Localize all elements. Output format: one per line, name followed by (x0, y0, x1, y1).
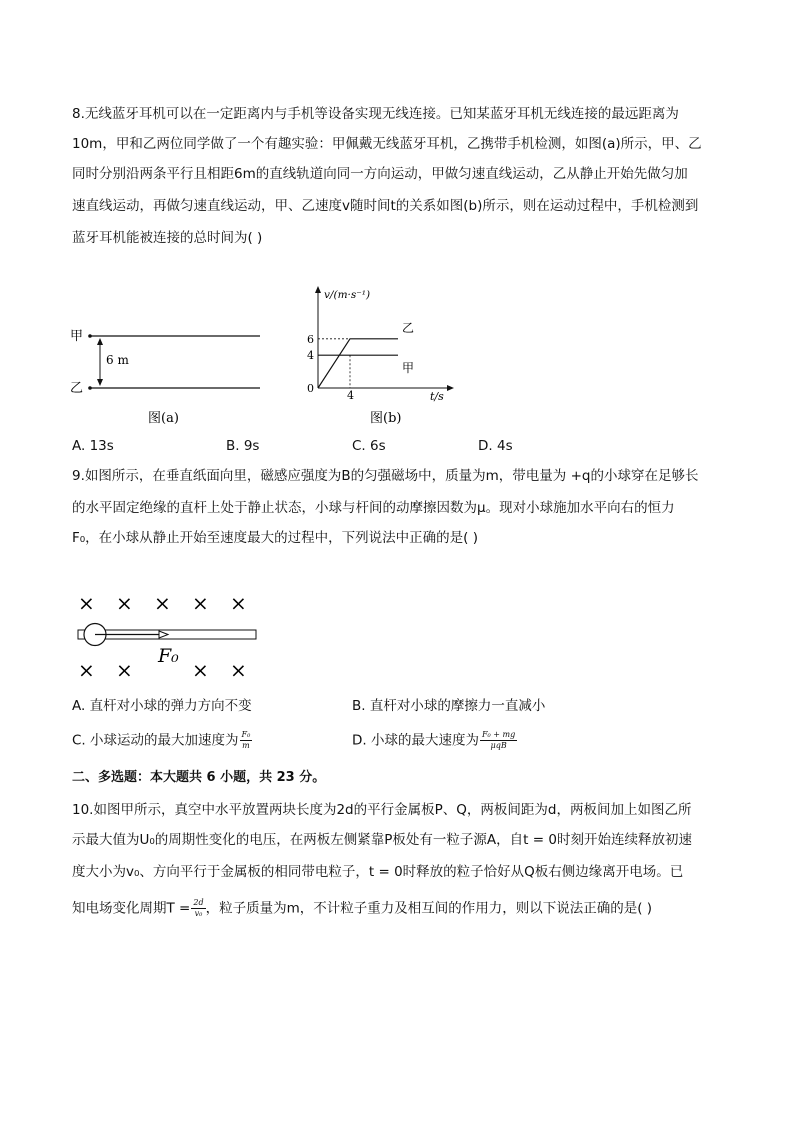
force-label: F₀ (158, 645, 179, 667)
fraction-denominator: μqB (490, 741, 507, 750)
q8-line-1: 8.无线蓝牙耳机可以在一定距离内与手机等设备实现无线连接。已知某蓝牙耳机无线连接的最远距离为 (72, 106, 679, 122)
fig-b-series-yi (318, 339, 398, 388)
q9-option-d-fraction (480, 730, 517, 751)
fraction-denominator: m (242, 741, 250, 750)
fig-b-label-yi: 乙 (402, 321, 415, 335)
field-symbol: × (116, 591, 133, 615)
q9-option-c[interactable] (72, 730, 252, 751)
fig-b-label-jia: 甲 (402, 361, 415, 375)
fraction-numerator: 2d (193, 898, 204, 907)
q10-line-2: 示最大值为U₀的周期性变化的电压，在两板左侧紧靠P板处有一粒子源A，自t = 0时刻开始连续释放初速 (72, 832, 692, 848)
fraction-numerator: F₀ + mg (481, 730, 516, 739)
q10-line-4-prefix: 知电场变化周期T = (72, 900, 191, 917)
q9-option-d-text: D. 小球的最大速度为 (352, 732, 479, 749)
q9-line-3: F₀，在小球从静止开始至速度最大的过程中，下列说法中正确的是( ) (72, 530, 479, 546)
fig-b-y-tick-4: 4 (307, 349, 314, 363)
figure-a-tracks (66, 300, 266, 430)
field-symbol: × (230, 591, 247, 615)
q9-option-a[interactable]: A. 直杆对小球的弹力方向不变 (72, 698, 252, 714)
period-fraction (191, 898, 205, 919)
fig-a-arrowhead-down (97, 379, 103, 386)
fig-b-x-tick-4: 4 (347, 389, 354, 402)
fig-a-caption: 图(a) (148, 411, 179, 426)
fig-b-y-tick-6: 6 (307, 332, 314, 346)
section-heading-multiple-choice: 二、多选题：本大题共 6 小题，共 23 分。 (72, 770, 326, 785)
fig-b-caption: 图(b) (370, 411, 402, 426)
q8-line-2: 10m，甲和乙两位同学做了一个有趣实验：甲佩戴无线蓝牙耳机，乙携带手机检测，如图(a)所示，甲、乙 (72, 136, 702, 152)
fig-a-distance-label: 6 m (106, 353, 129, 367)
field-symbol: × (192, 591, 209, 615)
figure-magnetic-field-rod (70, 590, 270, 686)
field-symbol: × (230, 658, 247, 682)
q9-line-2: 的水平固定绝缘的直杆上处于静止状态，小球与杆间的动摩擦因数为μ。现对小球施加水平向右的恒力 (72, 500, 675, 516)
field-symbol: × (154, 591, 171, 615)
q8-option-b[interactable]: B. 9s (226, 438, 260, 454)
q8-line-4: 速直线运动，再做匀速直线运动，甲、乙速度v随时间t的关系如图(b)所示，则在运动过程中，手机检测到 (72, 198, 699, 214)
q9-option-d[interactable] (352, 730, 517, 751)
field-symbol: × (78, 658, 95, 682)
q10-line-3: 度大小为v₀、方向平行于金属板的相同带电粒子，t = 0时释放的粒子恰好从Q板右侧边缘离开电场。已 (72, 864, 684, 880)
fig-b-y-arrow (315, 286, 321, 293)
q8-line-3: 同时分别沿两条平行且相距6m的直线轨道向同一方向运动，甲做匀速直线运动，乙从静止开始先做匀加 (72, 166, 688, 182)
fig-b-origin: 0 (307, 382, 314, 395)
field-symbol: × (116, 658, 133, 682)
q8-line-5: 蓝牙耳机能被连接的总时间为( ) (72, 230, 263, 246)
field-symbol: × (78, 591, 95, 615)
q8-option-c[interactable]: C. 6s (352, 438, 386, 454)
fig-b-x-arrow (447, 385, 454, 391)
field-symbol: × (192, 658, 209, 682)
q10-line-1: 10.如图甲所示，真空中水平放置两块长度为2d的平行金属板P、Q，两板间距为d，两板间加上如图乙所 (72, 802, 692, 818)
fig-b-y-label: v/(m·s⁻¹) (324, 289, 371, 301)
q9-option-c-fraction (240, 730, 253, 751)
q8-option-a[interactable]: A. 13s (72, 438, 114, 454)
fig-b-x-label: t/s (430, 390, 444, 403)
fraction-denominator: v₀ (194, 909, 203, 918)
q9-option-b[interactable]: B. 直杆对小球的摩擦力一直减小 (352, 698, 546, 714)
fig-a-label-yi: 乙 (70, 381, 84, 396)
q10-line-4 (72, 898, 652, 919)
q9-option-c-text: C. 小球运动的最大加速度为 (72, 732, 239, 749)
fraction-numerator: F₀ (241, 730, 251, 739)
figure-b-chart (302, 282, 462, 432)
q10-line-4-suffix: ，粒子质量为m，不计粒子重力及相互间的作用力，则以下说法正确的是( ) (205, 900, 653, 917)
fig-a-label-jia: 甲 (70, 329, 84, 344)
q9-line-1: 9.如图所示，在垂直纸面向里，磁感应强度为B的匀强磁场中，质量为m，带电量为 +q的小球穿在足够长 (72, 468, 699, 484)
q8-option-d[interactable]: D. 4s (478, 438, 513, 454)
fig-a-arrowhead-up (97, 338, 103, 345)
